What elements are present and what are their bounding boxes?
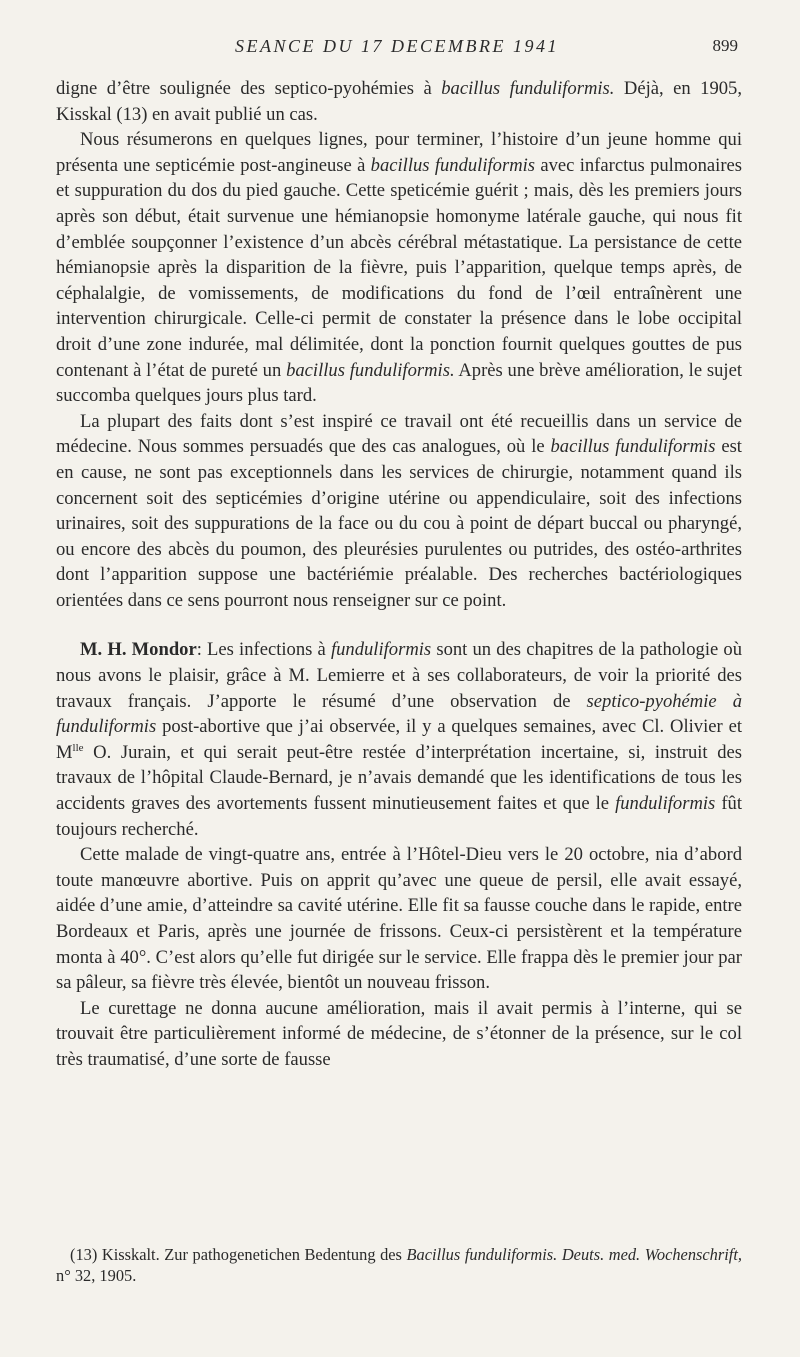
- superscript: lle: [72, 741, 84, 754]
- text-run: (13) Kisskalt. Zur pathogenetichen Bedentung des: [70, 1245, 407, 1264]
- italic-run: funduliformis: [330, 639, 432, 661]
- body-text: [56, 76, 742, 1073]
- italic-run: bacillus funduliformis.: [441, 78, 615, 99]
- text-run: est en cause, ne sont pas exceptionnels dans les services de chirurgie, notamment quand ils concernent soit des septicémies d’origine utérine ou appendiculaire, soit des infections urinaires, soit des suppurations de la face ou du cou à point de départ buccal ou pharyngé, ou encore des abcès du poumon, des pleurésies purulentes ou putrides, des ostéo-arthrites dont l’apparition suppose une bactériémie préalable. Des recherches bactériologiques orientées dans ce sens pourront nous renseigner sur ce point.: [56, 436, 742, 611]
- text-run: digne d’être soulignée des septico-pyohémies à: [56, 78, 442, 99]
- text-run: Déjà, en 1905, Kisskal (13) en avait publié un cas.: [56, 78, 742, 125]
- text-run: post-abortive que j’ai observée, il y a quelques semaines, avec Cl. Olivier et M: [56, 716, 742, 763]
- paragraph-4: [56, 637, 742, 842]
- text-run: sont un des chapitres de la pathologie où nous avons le plaisir, grâce à M. Lemierre et à ses collaborateurs, de voir la priorité des travaux français. J’apporte le résumé d’une observation de: [56, 639, 742, 712]
- italic-run: bacillus funduliformis: [550, 436, 716, 458]
- text-run: avec infarctus pulmonaires et suppuration du dos du pied gauche. Cette speticémie guérit ; mais, dès les premiers jours après son début, était survenue une hémianopsie homonyme latérale gauche, qui nous fit d’emblée soupçonner l’existence d’un abcès cérébral métastatique. La persistance de cette hémianopsie après la disparition de la fièvre, puis l’apparition, quelque temps après, de céphalalgie, de vomissements, de modifications du fond de l’œil entraînèrent une intervention chirurgicale. Celle-ci permit de constater la présence dans le lobe occipital droit d’une zone indurée, mal délimitée, dont la ponction fournit quelques gouttes de pus contenant à l’état de pureté un: [56, 154, 742, 381]
- paragraph-6: [56, 996, 742, 1073]
- header-title: SEANCE DU 17 DECEMBRE 1941: [235, 36, 559, 56]
- text-run: : Les infections à: [196, 639, 331, 661]
- text-run: n° 32, 1905.: [56, 1266, 137, 1285]
- text-run: Après une brève amélioration, le sujet succomba quelques jours plus tard.: [56, 359, 742, 407]
- text-run: La plupart des faits dont s’est inspiré ce travail ont été recueillis dans un service de médecine. Nous sommes persuadés que des cas analogues, où le: [56, 410, 742, 458]
- italic-run: bacillus funduliformis: [370, 154, 536, 176]
- text-run: O. Jurain, et qui serait peut-être restée d’interprétation incertaine, si, instruit des travaux de l’hôpital Claude-Bernard, je n’avais demandé que les identifications de tous les accidents graves des avortements fussent minutieusement faites et que le: [56, 741, 742, 815]
- text-run: Cette malade de vingt-quatre ans, entrée à l’Hôtel-Dieu vers le 20 octobre, nia d’abord toute manœuvre abortive. Puis on apprit qu’avec une queue de persil, elle avait essayé, aidée d’une amie, d’atteindre sa cavité utérine. Elle fit sa fausse couche dans le rapide, entre Bordeaux et Paris, après une journée de frissons. Ceux-ci persistèrent et la température monta à 40°. C’est alors qu’elle fut dirigée sur le service. Elle frappa dès le premier jour par sa pâleur, sa fièvre très élevée, bientôt un nouveau frisson.: [56, 844, 742, 994]
- text-run: Le curettage ne donna aucune amélioration, mais il avait permis à l’interne, qui se trouvait être particulièrement informé de médecine, de s’étonner de la présence, sur le col très traumatisé, d’une sorte de fausse: [56, 997, 742, 1070]
- text-run: Nous résumerons en quelques lignes, pour terminer, l’histoire d’un jeune homme qui présenta une septicémie post-angineuse à: [56, 129, 742, 176]
- italic-run: bacillus funduliformis.: [286, 359, 455, 381]
- running-header: [56, 36, 738, 66]
- paragraph-5: [56, 842, 742, 996]
- speaker-name: M. H. Mondor: [80, 639, 197, 661]
- footnote: [56, 1244, 742, 1286]
- page-number: 899: [712, 36, 738, 55]
- footnote-13: [56, 1244, 742, 1286]
- paragraph-2: [56, 127, 742, 409]
- italic-run: funduliformis: [615, 793, 716, 815]
- italic-run: Bacillus funduliformis. Deuts. med. Wochenschrift,: [406, 1245, 743, 1264]
- paragraph-1: [56, 76, 742, 127]
- section-gap: [56, 613, 742, 637]
- italic-run: septico-pyohémie à funduliformis: [56, 690, 742, 738]
- text-run: fût toujours recherché.: [56, 793, 742, 840]
- paragraph-3: [56, 409, 742, 614]
